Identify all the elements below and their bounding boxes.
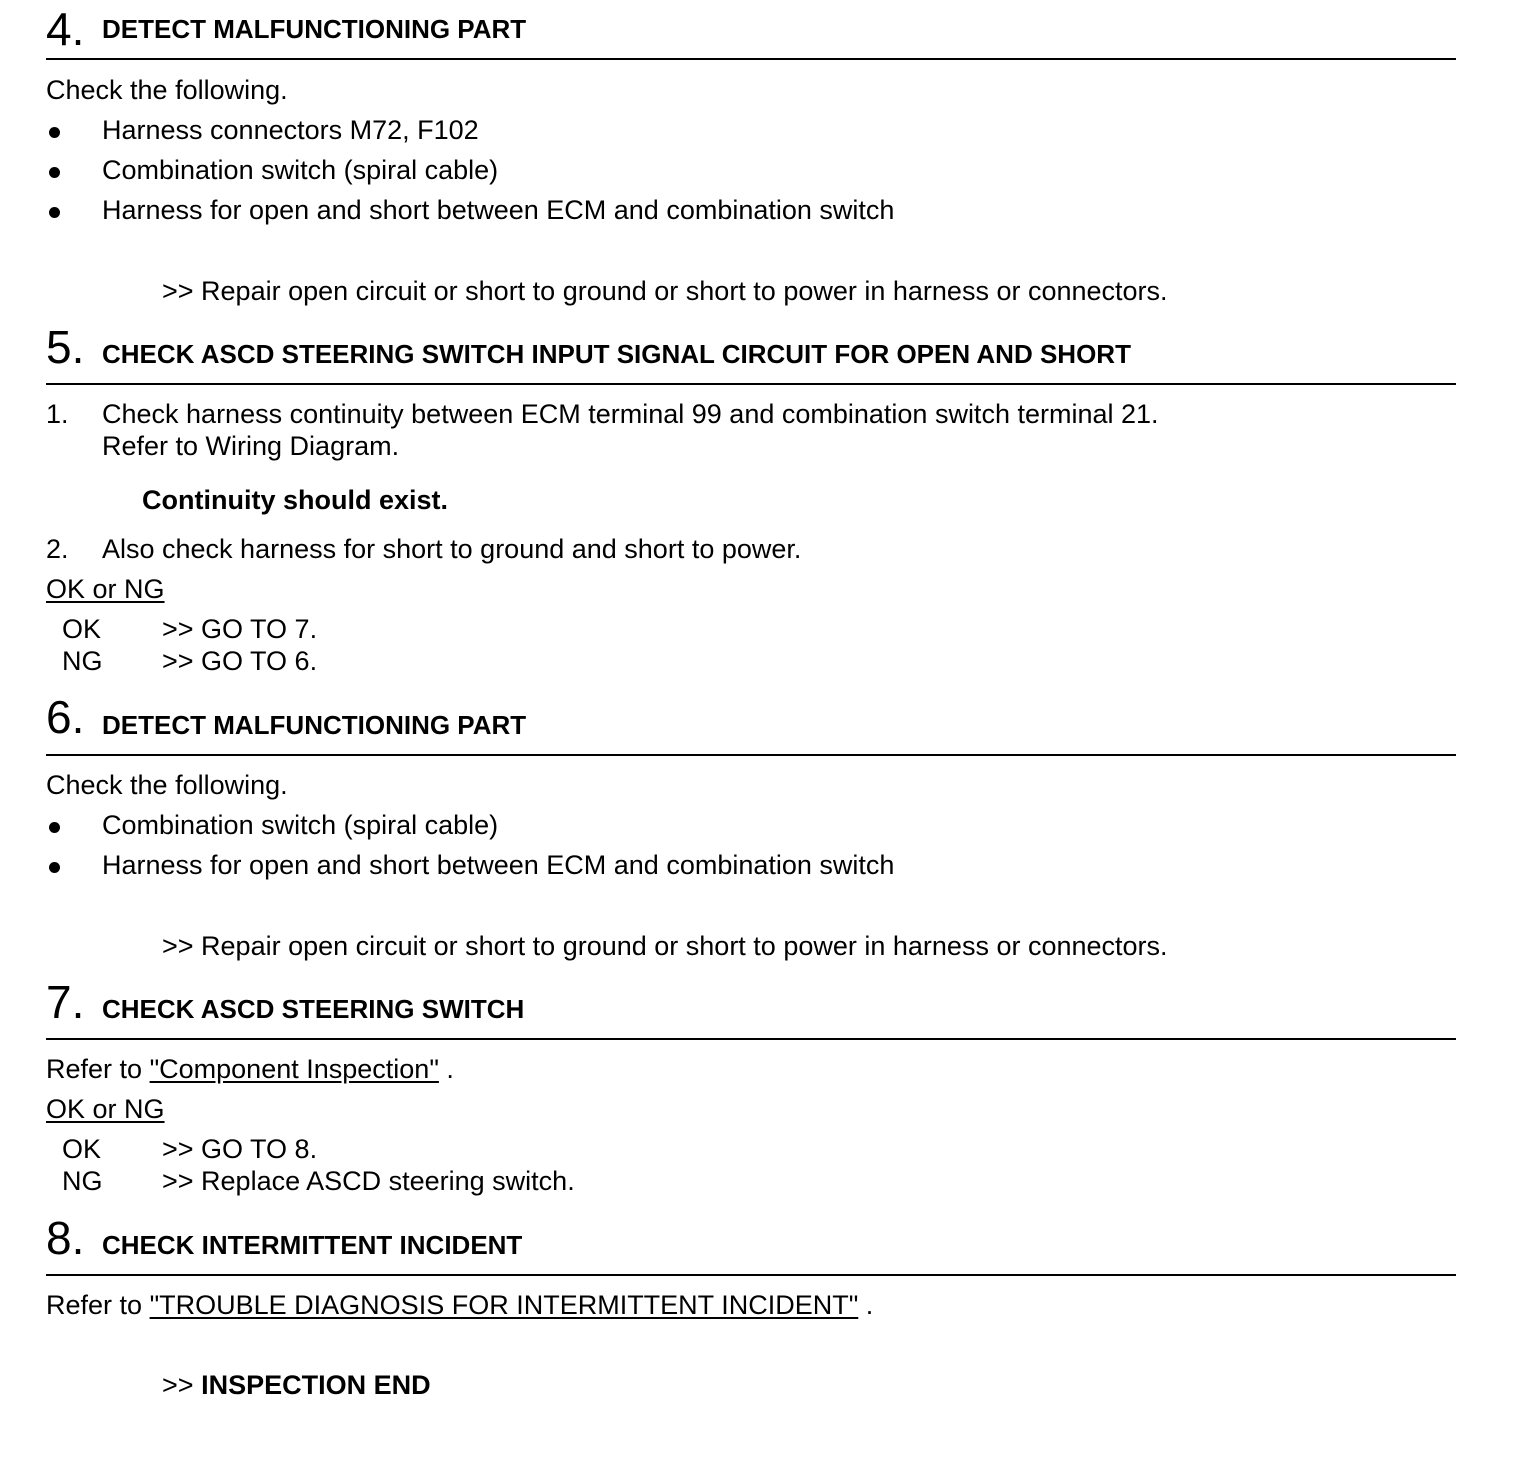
step-8-number: 8. — [46, 1212, 85, 1264]
step-4-intro: Check the following. — [46, 75, 288, 105]
bullet-icon — [49, 207, 60, 218]
step-5-spec: Continuity should exist. — [142, 485, 449, 515]
step-8-refer-prefix: Refer to — [46, 1290, 143, 1320]
step-7-title: CHECK ASCD STEERING SWITCH — [102, 994, 525, 1024]
intermittent-incident-link[interactable]: "TROUBLE DIAGNOSIS FOR INTERMITTENT INCIDENT" — [149, 1290, 859, 1320]
bullet-icon — [49, 822, 60, 833]
inspection-end-prefix: >> — [162, 1370, 194, 1400]
step-8-rule — [46, 1274, 1456, 1276]
step-4-title: DETECT MALFUNCTIONING PART — [102, 14, 527, 44]
step-5-item-1-line-2: Refer to Wiring Diagram. — [102, 431, 400, 461]
step-5-ok-ng-label: OK or NG — [46, 574, 165, 604]
step-6-intro: Check the following. — [46, 770, 288, 800]
step-5-item-1-number: 1. — [46, 399, 69, 429]
step-5-item-2-line-1: Also check harness for short to ground and short to power. — [102, 534, 802, 564]
step-7-refer-suffix: . — [446, 1054, 454, 1084]
step-4-number: 4. — [46, 3, 85, 55]
step-5-number: 5. — [46, 321, 85, 373]
step-7-ok-action: >> GO TO 8. — [162, 1134, 318, 1164]
inspection-end-text: INSPECTION END — [201, 1370, 431, 1400]
step-5-ok-label: OK — [62, 614, 102, 644]
step-7-rule — [46, 1038, 1456, 1040]
step-6-number: 6. — [46, 691, 85, 743]
step-5-title: CHECK ASCD STEERING SWITCH INPUT SIGNAL CIRCUIT FOR OPEN AND SHORT — [102, 339, 1131, 369]
step-4-bullet-3: Harness for open and short between ECM and combination switch — [102, 195, 895, 225]
bullet-icon — [49, 862, 60, 873]
step-6-result: >> Repair open circuit or short to ground or short to power in harness or connectors. — [162, 931, 1168, 961]
step-8-refer — [46, 1289, 873, 1321]
step-7-refer-prefix: Refer to — [46, 1054, 143, 1084]
step-5-item-2-number: 2. — [46, 534, 69, 564]
step-5-item-1-line-1: Check harness continuity between ECM terminal 99 and combination switch terminal 21. — [102, 399, 1159, 429]
step-4-rule — [46, 58, 1456, 60]
step-8-refer-suffix: . — [865, 1290, 874, 1320]
step-4-bullet-2: Combination switch (spiral cable) — [102, 155, 499, 185]
step-6-rule — [46, 754, 1456, 756]
step-7-number: 7. — [46, 976, 85, 1028]
step-5-ok-action: >> GO TO 7. — [162, 614, 318, 644]
step-7-ok-label: OK — [62, 1134, 102, 1164]
step-7-ok-ng-label: OK or NG — [46, 1094, 165, 1124]
step-5-ng-label: NG — [62, 646, 103, 676]
step-6-bullet-2: Harness for open and short between ECM and combination switch — [102, 850, 895, 880]
step-6-bullet-1: Combination switch (spiral cable) — [102, 810, 499, 840]
step-4-result: >> Repair open circuit or short to ground or short to power in harness or connectors. — [162, 276, 1168, 306]
inspection-end — [162, 1369, 431, 1401]
step-7-ng-action: >> Replace ASCD steering switch. — [162, 1166, 575, 1196]
step-8-title: CHECK INTERMITTENT INCIDENT — [102, 1230, 523, 1260]
step-7-refer — [46, 1053, 454, 1085]
component-inspection-link[interactable]: "Component Inspection" — [149, 1054, 439, 1084]
step-6-title: DETECT MALFUNCTIONING PART — [102, 710, 527, 740]
step-7-ng-label: NG — [62, 1166, 103, 1196]
step-4-bullet-1: Harness connectors M72, F102 — [102, 115, 479, 145]
step-5-ng-action: >> GO TO 6. — [162, 646, 318, 676]
bullet-icon — [49, 167, 60, 178]
bullet-icon — [49, 127, 60, 138]
step-5-rule — [46, 383, 1456, 385]
